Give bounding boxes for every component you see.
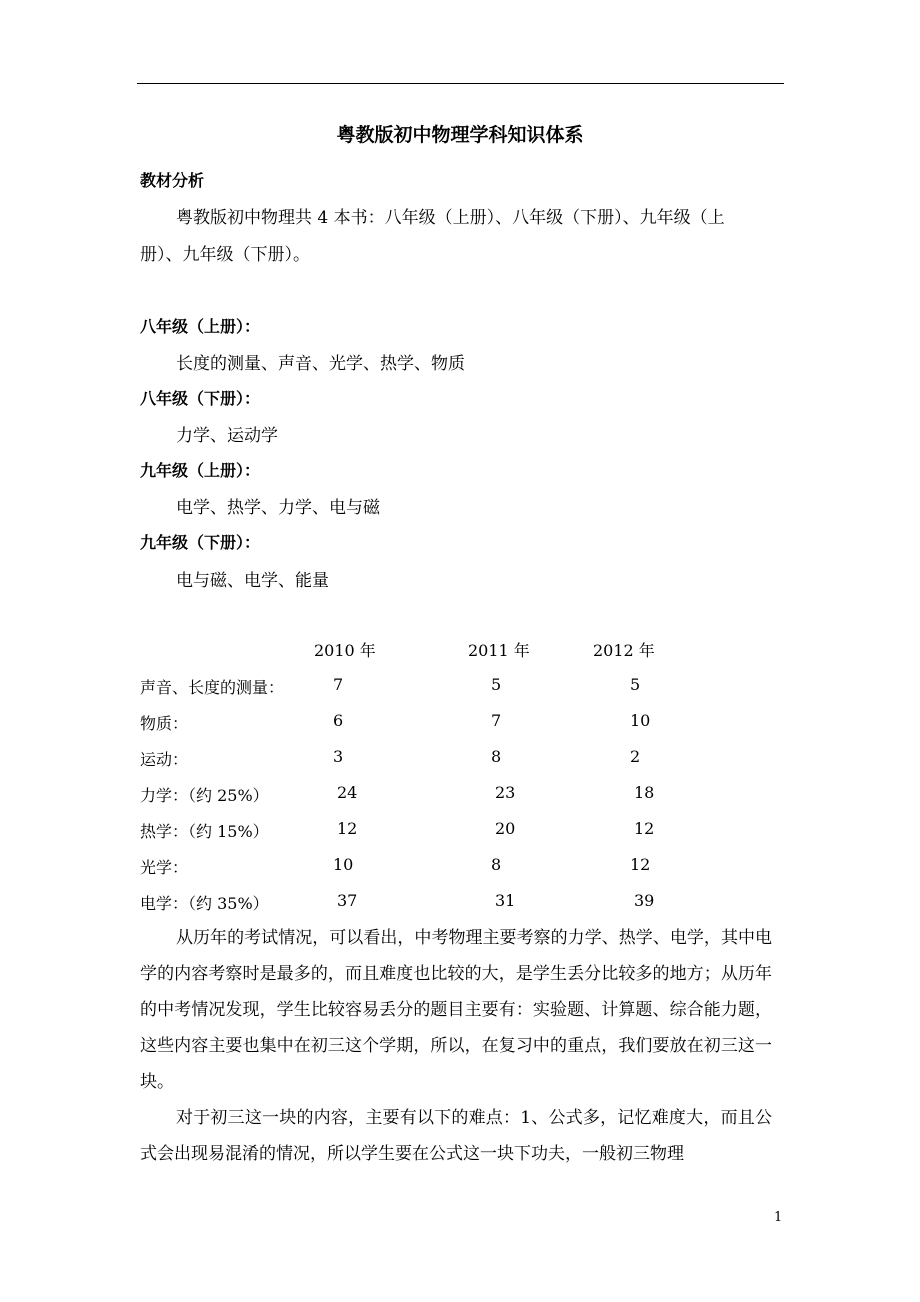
cell-value: 39 bbox=[634, 891, 655, 910]
cell-value: 31 bbox=[495, 891, 516, 910]
row-label: 光学： bbox=[140, 858, 189, 877]
row-label: 热学：（约 15%） bbox=[140, 822, 269, 841]
cell-value: 8 bbox=[491, 747, 502, 766]
section-heading: 教材分析 bbox=[140, 171, 205, 190]
cell-value: 37 bbox=[337, 891, 358, 910]
cell-value: 24 bbox=[337, 783, 358, 802]
row-label: 运动： bbox=[140, 750, 189, 769]
intro-line-1: 粤教版初中物理共 4 本书：八年级（上册）、八年级（下册）、九年级（上 bbox=[176, 208, 725, 228]
year-header: 2012 年 bbox=[593, 641, 655, 660]
book-heading: 九年级（上册）： bbox=[140, 461, 261, 480]
intro-line-2: 册）、九年级（下册）。 bbox=[140, 245, 310, 265]
cell-value: 7 bbox=[491, 711, 502, 730]
analysis-paragraph: 从历年的考试情况，可以看出，中考物理主要考察的力学、热学、电学，其中电学的内容考察时是最多的，而且难度也比较的大，是学生丢分比较多的地方；从历年的中考情况发现，学生比较容易丢分的题目主要有：实验题、计算题、综合能力题，这些内容主要也集中在初三这个学期，所以，在复习中的重点，我们要放在初三这一块。 bbox=[140, 928, 772, 1092]
row-label: 声音、长度的测量： bbox=[140, 678, 285, 697]
cell-value: 12 bbox=[630, 855, 651, 874]
row-label: 力学：（约 25%） bbox=[140, 786, 269, 805]
book-topics: 长度的测量、声音、光学、热学、物质 bbox=[176, 354, 465, 374]
row-label: 电学：（约 35%） bbox=[140, 894, 269, 913]
document-title: 粤教版初中物理学科知识体系 bbox=[336, 124, 584, 146]
cell-value: 10 bbox=[333, 855, 354, 874]
cell-value: 6 bbox=[333, 711, 344, 730]
book-heading: 八年级（下册）： bbox=[140, 389, 261, 408]
book-topics: 电与磁、电学、能量 bbox=[176, 571, 329, 591]
cell-value: 10 bbox=[630, 711, 651, 730]
cell-value: 18 bbox=[634, 783, 655, 802]
cell-value: 20 bbox=[495, 819, 516, 838]
cell-value: 5 bbox=[630, 675, 641, 694]
year-header: 2011 年 bbox=[468, 641, 530, 660]
cell-value: 2 bbox=[630, 747, 641, 766]
book-topics: 电学、热学、力学、电与磁 bbox=[176, 498, 380, 518]
book-heading: 九年级（下册）： bbox=[140, 533, 261, 552]
cell-value: 7 bbox=[333, 675, 344, 694]
book-heading: 八年级（上册）： bbox=[140, 317, 261, 336]
row-label: 物质： bbox=[140, 714, 189, 733]
analysis-paragraph: 对于初三这一块的内容，主要有以下的难点：1、公式多，记忆难度大，而且公式会出现易混淆的情况，所以学生要在公式这一块下功夫，一般初三物理 bbox=[140, 1108, 772, 1164]
header-rule bbox=[137, 83, 784, 84]
cell-value: 23 bbox=[495, 783, 516, 802]
book-topics: 力学、运动学 bbox=[176, 426, 278, 446]
cell-value: 8 bbox=[491, 855, 502, 874]
page-number: 1 bbox=[774, 1210, 783, 1225]
cell-value: 12 bbox=[634, 819, 655, 838]
cell-value: 12 bbox=[337, 819, 358, 838]
cell-value: 5 bbox=[491, 675, 502, 694]
cell-value: 3 bbox=[333, 747, 344, 766]
year-header: 2010 年 bbox=[314, 641, 376, 660]
